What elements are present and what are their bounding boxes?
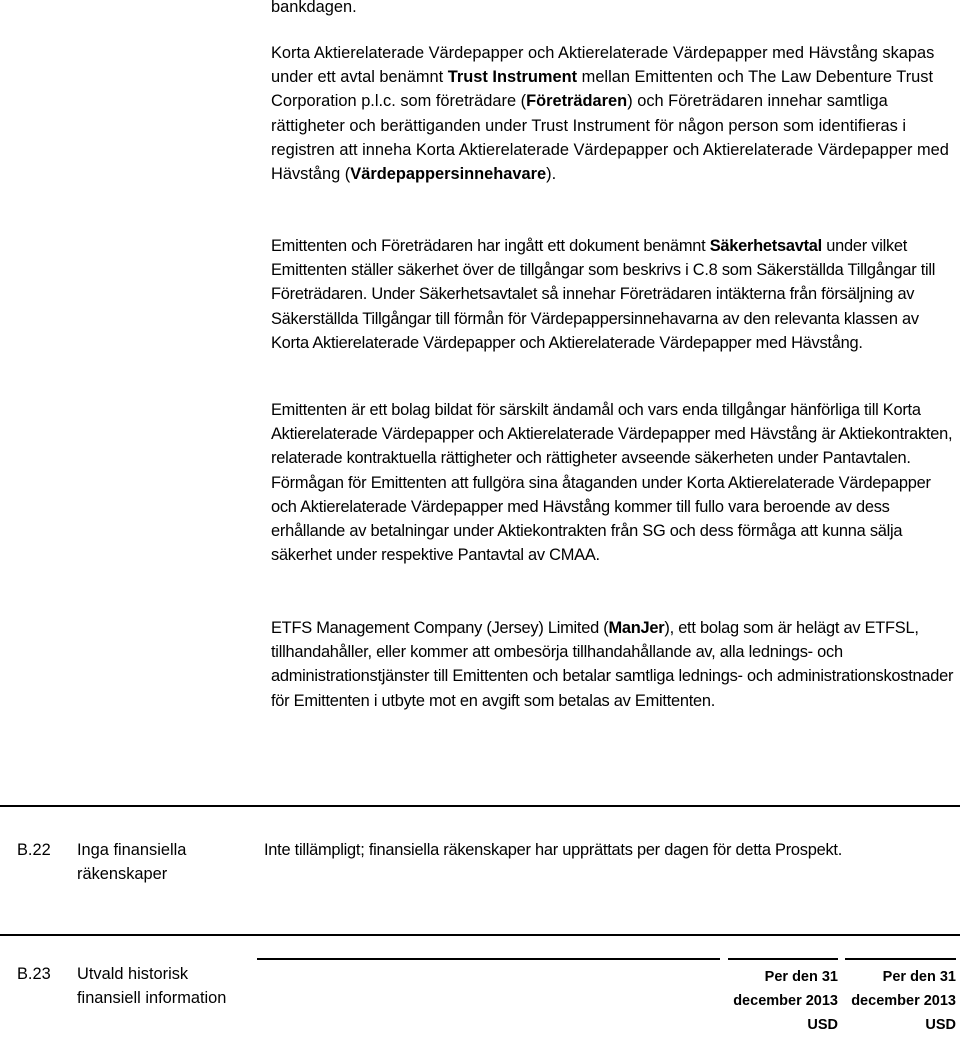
row-content: Inte tillämpligt; finansiella räkenskaper har upprättats per dagen för detta Prospekt. [264,841,843,859]
table-header-rule [728,958,838,960]
section-divider [0,805,960,807]
row-code: B.23 [17,965,51,983]
term-sakerhetsavtal: Säkerhetsavtal [709,237,822,255]
table-header-rule [845,958,956,960]
term-foretradaren: Företrädaren [526,92,628,111]
row-code: B.22 [17,841,51,859]
paragraph-emittenten: Emittenten är ett bolag bildat för särskilt ändamål och vars enda tillgångar hänförliga till Korta Aktierelaterade Värdepapper och Aktierelaterade Värdepapper med Hävstång är Aktiekontrakten, relaterade kontraktuella rättigheter och rättigheter avseende säkerheten under Pantavtalen. Förmågan för Emittenten att fullgöra sina åtaganden under Korta Aktierelaterade Värdepapper och Aktierelaterade Värdepapper med Hävstång kommer till fullo vara beroende av dess erhållande av betalningar under Aktiekontrakten från SG och dess förmåga att kunna sälja säkerhet under respektive Pantavtal av CMAA. [271,401,953,565]
paragraph-manjer: ETFS Management Company (Jersey) Limited (ManJer), ett bolag som är helägt av ETFSL, tillhandahåller, eller kommer att ombesörja tillhandahållande av, alla lednings- och administrationstjänster till Emittenten och betalar samtliga lednings- och administrationskostnader för Emittenten i utbyte mot en avgift som betalas av Emittenten. [271,619,954,710]
text-fragment: bankdagen. [271,0,357,16]
paragraph-trust-instrument: Korta Aktierelaterade Värdepapper och Aktierelaterade Värdepapper med Hävstång skapas under ett avtal benämnt Trust Instrument mellan Emittenten och The Law Debenture Trust Corporation p.l.c. som företrädare (Företrädaren) och Företrädaren innehar samtliga rättigheter och berättiganden under Trust Instrument för någon person som identifieras i registren att inneha Korta Aktierelaterade Värdepapper och Aktierelaterade Värdepapper med Hävstång (Värdepappersinnehavare). [271,44,949,184]
column-header: Per den 31 december 2013 USD [733,969,838,1033]
term-trust-instrument: Trust Instrument [447,68,578,87]
row-label: Utvald historisk finansiell information [77,965,227,1007]
column-header: Per den 31 december 2013 USD [851,969,956,1033]
term-manjer: ManJer [608,619,665,637]
section-divider [0,934,960,936]
table-header-rule [257,958,720,960]
paragraph-sakerhetsavtal: Emittenten och Företrädaren har ingått ett dokument benämnt Säkerhetsavtal under vilket Emittenten ställer säkerhet över de tillgångar som beskrivs i C.8 som Säkerställda Tillgångar till Företrädaren. Under Säkerhetsavtalet så innehar Företrädaren intäkterna från försäljning av Säkerställda Tillgångar till förmån för Värdepappersinnehavarna av den relevanta klassen av Korta Aktierelaterade Värdepapper och Aktierelaterade Värdepapper med Hävstång. [271,237,936,352]
term-vardepappersinnehavare: Värdepappersinnehavare [350,165,547,184]
row-label: Inga finansiella räkenskaper [77,841,187,883]
